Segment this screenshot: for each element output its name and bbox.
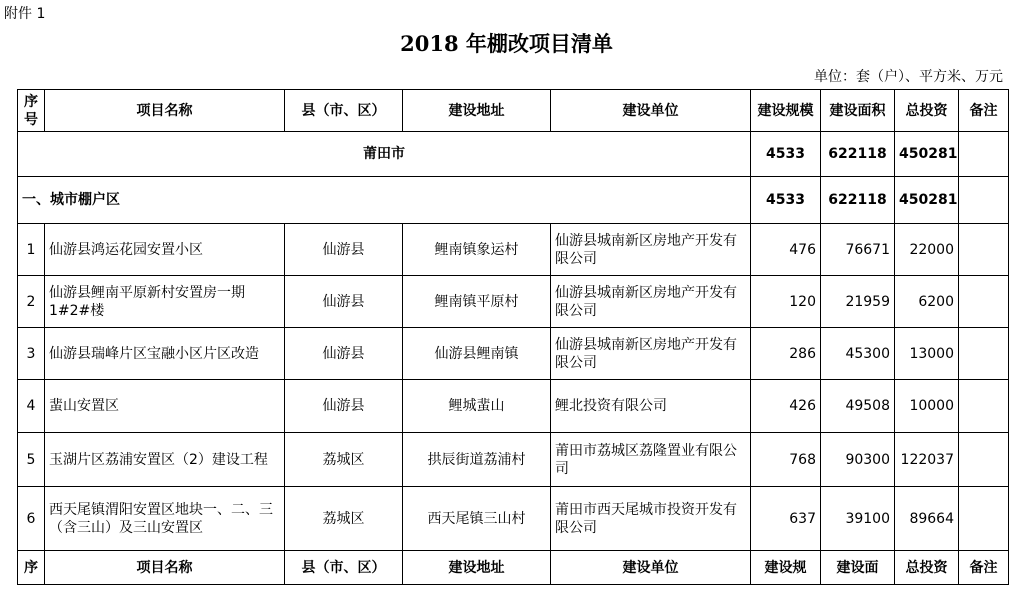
footer-header-invest: 总投资: [895, 551, 959, 585]
row-unit: 仙游县城南新区房地产开发有限公司: [551, 328, 751, 380]
row-unit: 仙游县城南新区房地产开发有限公司: [551, 276, 751, 328]
city-invest: 450281: [895, 132, 959, 177]
row-seq: 2: [18, 276, 45, 328]
row-county: 仙游县: [285, 276, 403, 328]
project-table: [17, 89, 1009, 585]
category-scale: 4533: [751, 177, 821, 224]
footer-header-area: 建设面: [821, 551, 895, 585]
table-row: [18, 224, 1009, 276]
row-address: 西天尾镇三山村: [403, 487, 551, 551]
city-note: [959, 132, 1009, 177]
row-invest: 6200: [895, 276, 959, 328]
city-area: 622118: [821, 132, 895, 177]
row-note: [959, 328, 1009, 380]
row-area: 45300: [821, 328, 895, 380]
row-address: 鲤南镇平原村: [403, 276, 551, 328]
row-note: [959, 276, 1009, 328]
table-row: [18, 487, 1009, 551]
header-unit: 建设单位: [551, 90, 751, 132]
row-seq: 1: [18, 224, 45, 276]
page-title: 2018 年棚改项目清单: [400, 31, 613, 56]
table-row: [18, 328, 1009, 380]
row-name: 仙游县鲤南平原新村安置房一期 1#2#楼: [45, 276, 285, 328]
row-invest: 13000: [895, 328, 959, 380]
row-area: 76671: [821, 224, 895, 276]
row-scale: 426: [751, 380, 821, 433]
row-scale: 120: [751, 276, 821, 328]
row-seq: 6: [18, 487, 45, 551]
table-row: [18, 380, 1009, 433]
row-unit: 莆田市西天尾城市投资开发有限公司: [551, 487, 751, 551]
row-note: [959, 380, 1009, 433]
header-area: 建设面积: [821, 90, 895, 132]
category-row: [18, 177, 1009, 224]
row-note: [959, 433, 1009, 487]
row-note: [959, 487, 1009, 551]
row-name: 仙游县鸿运花园安置小区: [45, 224, 285, 276]
footer-header-name: 项目名称: [45, 551, 285, 585]
city-name: 莆田市: [18, 132, 751, 177]
row-invest: 22000: [895, 224, 959, 276]
row-name: 西天尾镇渭阳安置区地块一、二、三（含三山）及三山安置区: [45, 487, 285, 551]
footer-header-county: 县（市、区）: [285, 551, 403, 585]
header-note: 备注: [959, 90, 1009, 132]
row-seq: 5: [18, 433, 45, 487]
header-name: 项目名称: [45, 90, 285, 132]
header-row: [18, 90, 1009, 132]
header-invest: 总投资: [895, 90, 959, 132]
category-name: 一、城市棚户区: [18, 177, 751, 224]
row-county: 荔城区: [285, 433, 403, 487]
row-area: 39100: [821, 487, 895, 551]
category-note: [959, 177, 1009, 224]
table-row: [18, 276, 1009, 328]
header-scale: 建设规模: [751, 90, 821, 132]
row-scale: 476: [751, 224, 821, 276]
row-area: 90300: [821, 433, 895, 487]
attachment-label: 附件 1: [4, 6, 46, 22]
row-seq: 3: [18, 328, 45, 380]
unit-label: 单位：套（户）、平方米、万元: [814, 69, 1003, 85]
row-county: 仙游县: [285, 328, 403, 380]
row-name: 蜚山安置区: [45, 380, 285, 433]
row-name: 玉湖片区荔浦安置区（2）建设工程: [45, 433, 285, 487]
row-address: 仙游县鲤南镇: [403, 328, 551, 380]
row-address: 拱辰街道荔浦村: [403, 433, 551, 487]
footer-header-scale: 建设规: [751, 551, 821, 585]
row-scale: 768: [751, 433, 821, 487]
row-unit: 仙游县城南新区房地产开发有限公司: [551, 224, 751, 276]
row-county: 仙游县: [285, 224, 403, 276]
row-seq: 4: [18, 380, 45, 433]
row-invest: 89664: [895, 487, 959, 551]
row-invest: 10000: [895, 380, 959, 433]
header-county: 县（市、区）: [285, 90, 403, 132]
header-seq: 序号: [18, 90, 45, 132]
row-scale: 637: [751, 487, 821, 551]
row-address: 鲤南镇象运村: [403, 224, 551, 276]
row-area: 21959: [821, 276, 895, 328]
city-scale: 4533: [751, 132, 821, 177]
city-row: [18, 132, 1009, 177]
row-area: 49508: [821, 380, 895, 433]
row-unit: 莆田市荔城区荔隆置业有限公司: [551, 433, 751, 487]
row-scale: 286: [751, 328, 821, 380]
footer-header-seq: 序: [18, 551, 45, 585]
footer-header-address: 建设地址: [403, 551, 551, 585]
category-invest: 450281: [895, 177, 959, 224]
row-name: 仙游县瑞峰片区宝融小区片区改造: [45, 328, 285, 380]
footer-header-unit: 建设单位: [551, 551, 751, 585]
row-invest: 122037: [895, 433, 959, 487]
footer-header-note: 备注: [959, 551, 1009, 585]
table-row: [18, 433, 1009, 487]
category-area: 622118: [821, 177, 895, 224]
footer-header-row: [18, 551, 1009, 585]
row-county: 荔城区: [285, 487, 403, 551]
header-address: 建设地址: [403, 90, 551, 132]
row-address: 鲤城蜚山: [403, 380, 551, 433]
row-county: 仙游县: [285, 380, 403, 433]
row-note: [959, 224, 1009, 276]
row-unit: 鲤北投资有限公司: [551, 380, 751, 433]
